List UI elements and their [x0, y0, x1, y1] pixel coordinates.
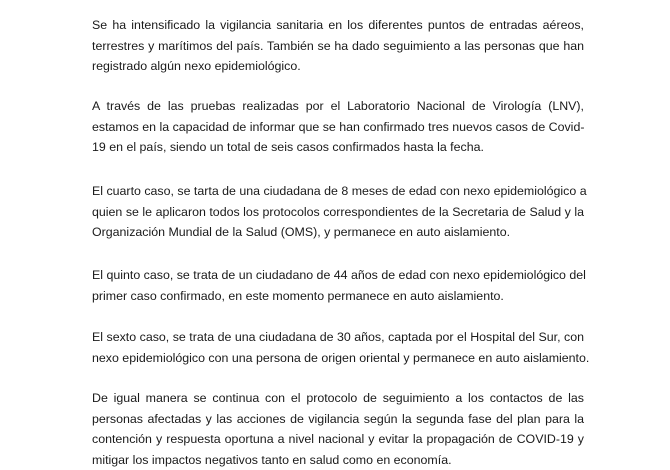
- text-line: quien se le aplicaron todos los protocolos correspondientes de la Secretaria de Salud y la: [92, 204, 584, 219]
- paragraph-fourth-case: [92, 181, 587, 243]
- paragraph-follow-up-protocol: [92, 388, 584, 470]
- paragraph-fifth-case: [92, 265, 584, 306]
- text-line: Organización Mundial de la Salud (OMS), y permanece en auto aislamiento.: [92, 225, 511, 239]
- paragraph-sixth-case: [92, 327, 590, 368]
- text-line: primer caso confirmado, en este momento permanece en auto aislamiento.: [92, 288, 504, 303]
- paragraph-surveillance: [92, 15, 584, 77]
- text-line: personas afectadas y las acciones de vigilancia según la segunda fase del plan para la: [92, 411, 584, 426]
- text-line: A través de las pruebas realizadas por el Laboratorio Nacional de Virología (LNV),: [92, 99, 584, 113]
- paragraph-lab-results: [92, 96, 584, 158]
- text-line: terrestres y marítimos del país. También se ha dado seguimiento a las personas que han: [92, 38, 584, 53]
- text-line: El quinto caso, se trata de un ciudadano de 44 años de edad con nexo epidemiológico del: [92, 268, 586, 282]
- text-line: registrado algún nexo epidemiológico.: [92, 59, 301, 73]
- text-line: El sexto caso, se trata de una ciudadana de 30 años, captada por el Hospital del Sur, con: [92, 330, 584, 344]
- text-line: 19 en el país, siendo un total de seis casos confirmados hasta la fecha.: [92, 140, 484, 154]
- text-line: estamos en la capacidad de informar que se han confirmado tres nuevos casos de Covid-: [92, 119, 585, 134]
- text-line: Se ha intensificado la vigilancia sanitaria en los diferentes puntos de entradas aéreos,: [92, 18, 584, 32]
- text-line: De igual manera se continua con el protocolo de seguimiento a los contactos de las: [92, 391, 584, 405]
- text-line: El cuarto caso, se tarta de una ciudadana de 8 meses de edad con nexo epidemiológico a: [92, 184, 587, 198]
- text-line: contención y respuesta oportuna a nivel nacional y evitar la propagación de COVID-19 y: [92, 432, 584, 446]
- text-line: nexo epidemiológico con una persona de origen oriental y permanece en auto aislamiento.: [92, 350, 590, 365]
- text-line: mitigar los impactos negativos tanto en salud como en economía.: [92, 452, 452, 467]
